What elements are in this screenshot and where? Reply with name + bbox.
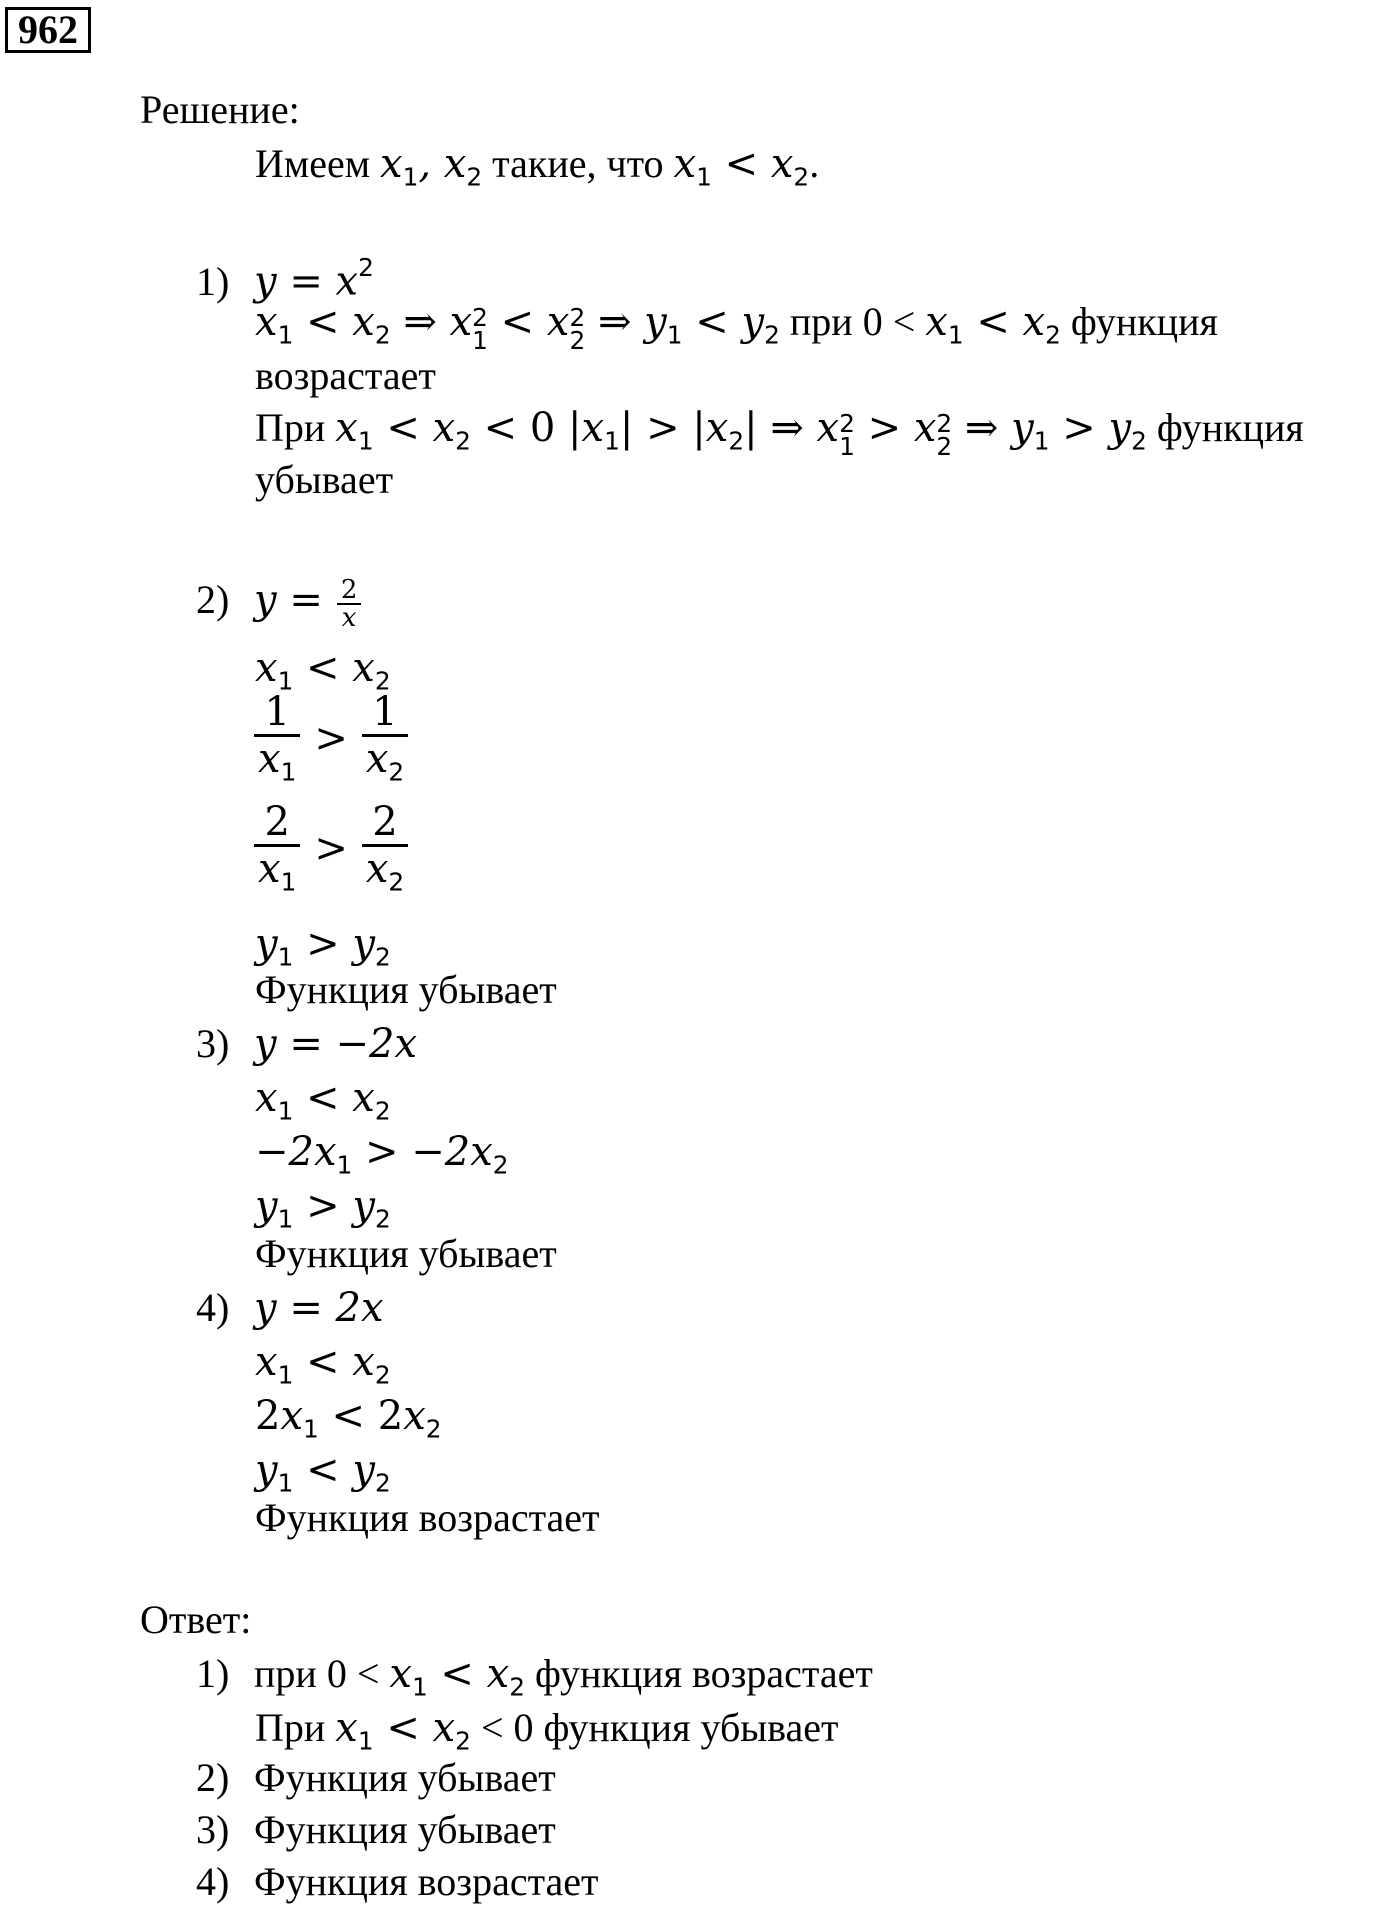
item4-formula — [196, 1284, 384, 1332]
item1-line4: При $x_1 < x_2 < 0$ $|x_1| > |x_2|$ ⇒ x 2 1 > x 2 2 ⇒ $y_1 > y_2$ функция — [255, 405, 1304, 461]
item1-label: 1) — [196, 258, 230, 304]
answer-item-1-line2: При $x_1 < x_2 < 0$ функция убывает — [255, 1705, 839, 1756]
item4-formula-text: y = 2x — [254, 1285, 384, 1331]
intro-line: Имеем $x_1$, $x_2$ такие, что $x_1 < x_2$. — [255, 141, 820, 192]
item3-step3: $y_1 > y_2$ — [255, 1183, 391, 1234]
answer-item-1: 1) при $0 < x_1 < x_2$ функция возрастает — [196, 1651, 873, 1702]
item1-line4-prefix: При — [255, 405, 326, 450]
item1-exponent: 2 — [358, 253, 374, 282]
item1-line2-word: функция — [1070, 299, 1218, 344]
item2-step2: $\frac{1}{x_1}$ > $\frac{1}{x_2}$ — [250, 690, 412, 795]
item1-line4-word: функция — [1156, 405, 1304, 450]
item3-formula-text: y = −2x — [254, 1021, 418, 1067]
item4-step1: $x_1 < x_2$ — [255, 1339, 391, 1390]
answer-item-4: 4) Функция возрастает — [196, 1859, 599, 1904]
item2-step1: $x_1 < x_2$ — [255, 645, 391, 696]
item2-fraction: $\frac{2}{x}$ — [337, 577, 362, 631]
solution-heading: Решение: — [140, 87, 300, 132]
fraction-1-x1: $\frac{1}{x_1}$ — [254, 690, 300, 795]
answer-item-3: 3) Функция убывает — [196, 1807, 556, 1852]
intro-text-1: Имеем — [255, 141, 371, 186]
item1-line2: $x_1 < x_2$ ⇒ x 2 1 < x 2 2 ⇒ $y_1 < y_2$ при $0 < x_1 < x_2$ функция — [255, 299, 1218, 355]
item2-label: 2) — [196, 577, 230, 622]
item3-formula — [196, 1020, 417, 1068]
item2-result: Функция убывает — [255, 967, 557, 1012]
item3-label: 3) — [196, 1021, 230, 1066]
problem-number: 962 — [5, 7, 91, 53]
item2-formula: 2) y = $\frac{2}{x}$ — [196, 576, 365, 631]
item2-step3: $\frac{2}{x_1}$ > $\frac{2}{x_2}$ — [250, 800, 412, 905]
intro-text-2: такие, что — [492, 141, 664, 186]
fraction-1-x2: $\frac{1}{x_2}$ — [362, 690, 408, 795]
item3-step2: $-2x_1 > -2x_2$ — [255, 1129, 509, 1180]
item4-step3: $y_1 < y_2$ — [255, 1447, 391, 1498]
item4-label: 4) — [196, 1285, 230, 1330]
item4-step2: $2x_1 < 2x_2$ — [255, 1393, 442, 1444]
item4-result: Функция возрастает — [255, 1495, 600, 1540]
fraction-2-x1: $\frac{2}{x_1}$ — [254, 800, 300, 905]
item3-step1: $x_1 < x_2$ — [255, 1075, 391, 1126]
fraction-2-x2: $\frac{2}{x_2}$ — [362, 800, 408, 905]
item3-result: Функция убывает — [255, 1231, 557, 1276]
item1-formula — [196, 244, 374, 306]
answer-item-2: 2) Функция убывает — [196, 1755, 556, 1800]
answer-heading: Ответ: — [140, 1597, 252, 1642]
item2-step4: $y_1 > y_2$ — [255, 921, 391, 972]
item1-formula-lhs: y = x — [254, 258, 359, 305]
item1-line3: возрастает — [255, 353, 436, 398]
item1-line5: убывает — [255, 457, 394, 502]
item1-line2-text: при 0 < — [789, 299, 916, 344]
